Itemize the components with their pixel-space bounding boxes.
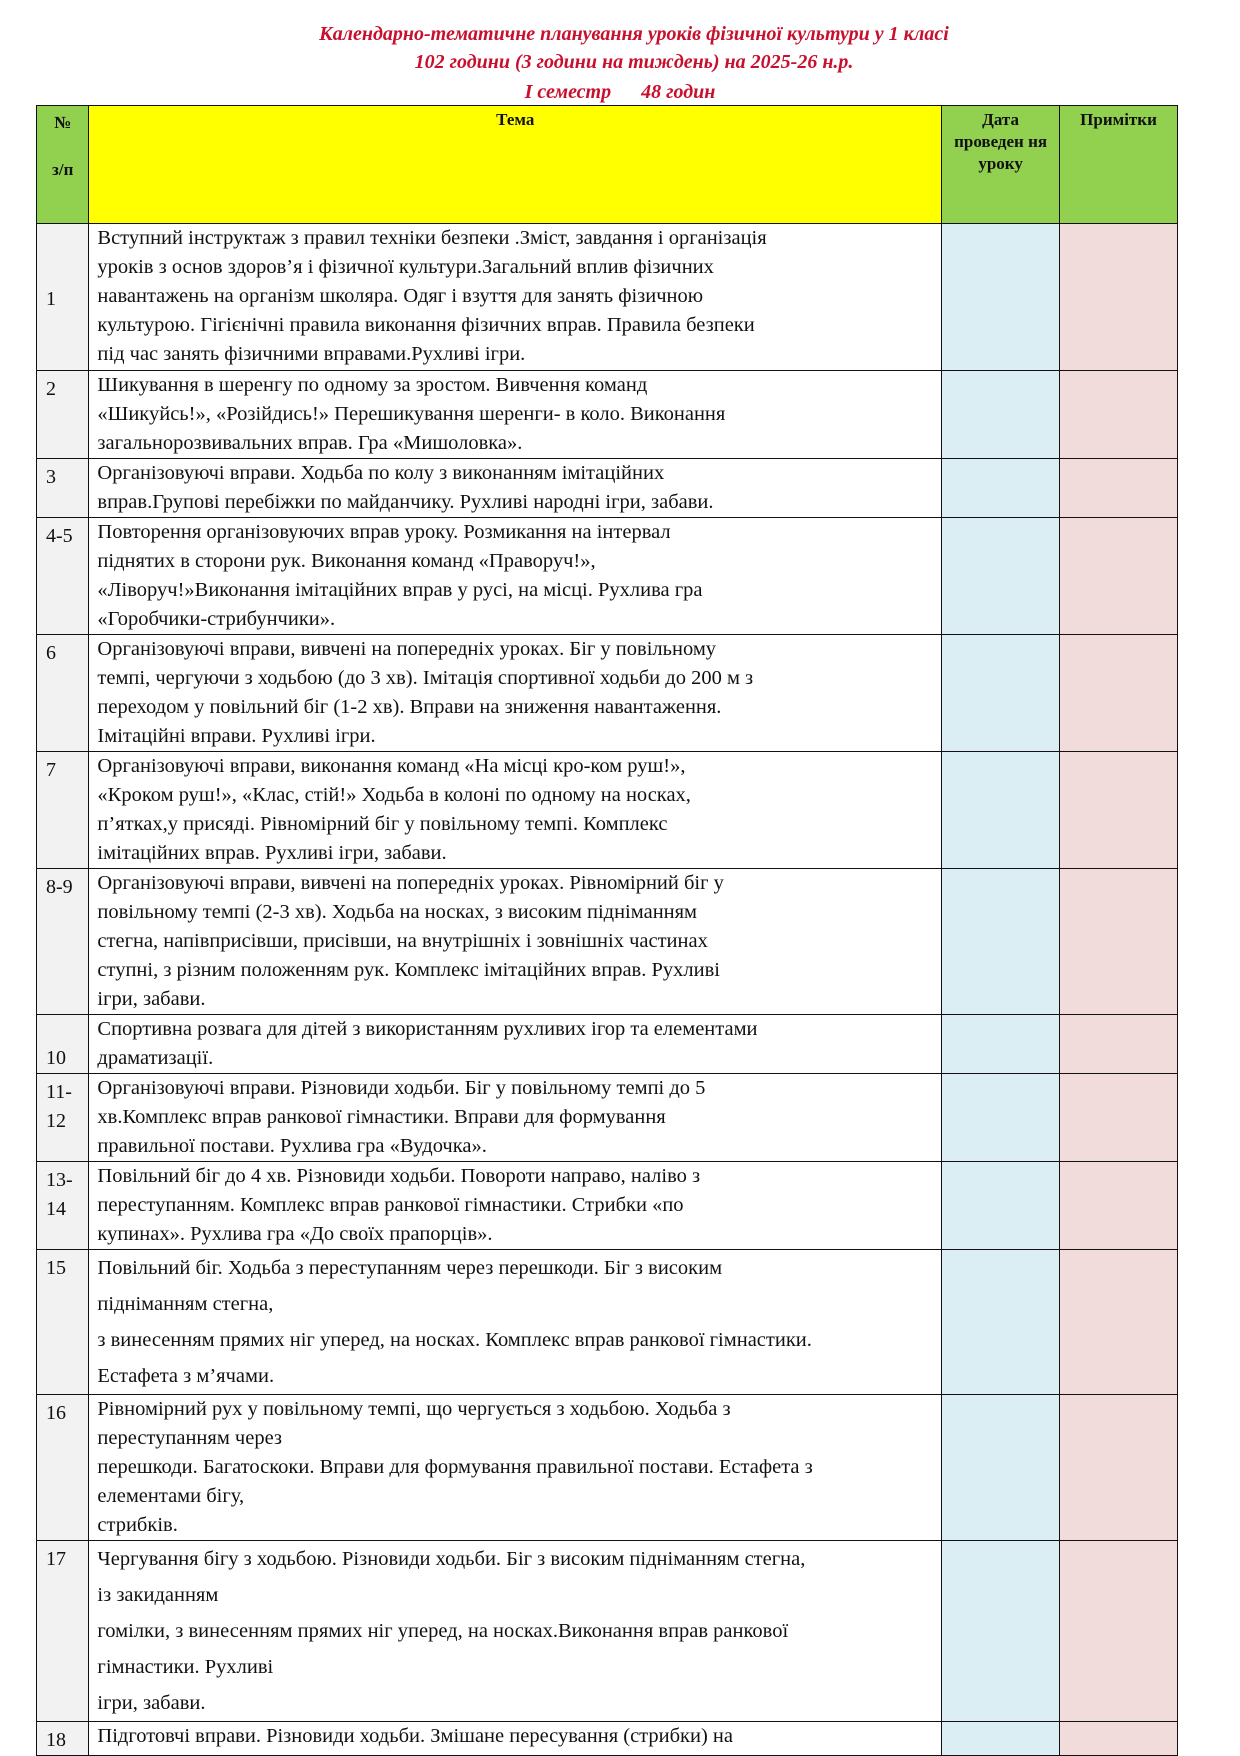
row-number: 17 xyxy=(37,1541,89,1722)
column-header-number xyxy=(37,106,89,224)
row-date-cell[interactable] xyxy=(942,1722,1060,1756)
topic-line: «Ліворуч!»Виконання імітаційних вправ у русі, на місці. Рухлива гра xyxy=(97,579,703,601)
semester-label: І семестр xyxy=(524,81,612,103)
column-header-number-line2: з/п xyxy=(52,160,74,179)
row-date-cell[interactable] xyxy=(942,1250,1060,1395)
topic-line: елементами бігу, xyxy=(97,1485,245,1507)
table-row xyxy=(37,635,1178,752)
row-topic xyxy=(89,224,942,371)
table-header-row xyxy=(37,106,1178,224)
table-row xyxy=(37,752,1178,869)
topic-line: переходом у повільний біг (1-2 хв). Вправи на зниження навантаження. xyxy=(97,696,722,718)
row-date-cell[interactable] xyxy=(942,1162,1060,1250)
row-number: 13-14 xyxy=(37,1162,89,1250)
table-row xyxy=(37,518,1178,635)
row-notes-cell[interactable] xyxy=(1060,371,1178,459)
topic-line: уроків з основ здоров’я і фізичної культури.Загальний вплив фізичних xyxy=(97,256,714,278)
topic-line: ігри, забави. xyxy=(97,988,206,1010)
topic-line: імітаційних вправ. Рухливі ігри, забави. xyxy=(97,842,447,864)
row-number: 18 xyxy=(37,1722,89,1756)
column-header-notes-label: Примітки xyxy=(1080,110,1157,129)
topic-line: Імітаційні вправи. Рухливі ігри. xyxy=(97,725,376,747)
topic-line: хв.Комплекс вправ ранкової гімнастики. Вправи для формування xyxy=(97,1106,666,1128)
row-notes-cell[interactable] xyxy=(1060,1250,1178,1395)
column-header-date xyxy=(942,106,1060,224)
topic-line: переступанням. Комплекс вправ ранкової гімнастики. Стрибки «по xyxy=(97,1194,684,1216)
semester-hours: 48 годин xyxy=(641,81,716,103)
row-notes-cell[interactable] xyxy=(1060,752,1178,869)
row-topic xyxy=(89,1162,942,1250)
row-number: 15 xyxy=(37,1250,89,1395)
row-topic xyxy=(89,459,942,518)
table-row xyxy=(37,371,1178,459)
row-topic xyxy=(89,752,942,869)
column-header-notes xyxy=(1060,106,1178,224)
row-date-cell[interactable] xyxy=(942,752,1060,869)
row-number: 16 xyxy=(37,1395,89,1541)
row-topic xyxy=(89,371,942,459)
table-row xyxy=(37,1015,1178,1074)
row-date-cell[interactable] xyxy=(942,1541,1060,1722)
document-title: Календарно-тематичне планування уроків фізичної культури у 1 класі xyxy=(319,23,949,45)
row-topic xyxy=(89,869,942,1015)
row-topic xyxy=(89,1722,942,1756)
topic-line: із закиданням xyxy=(97,1584,219,1606)
topic-line: піднятих в сторони рук. Виконання команд «Праворуч!», xyxy=(97,550,596,572)
topic-line: Шикування в шеренгу по одному за зростом. Вивчення команд xyxy=(97,374,648,396)
row-number: 6 xyxy=(37,635,89,752)
row-topic xyxy=(89,1015,942,1074)
row-date-cell[interactable] xyxy=(942,371,1060,459)
topic-line: ступні, з різним положенням рук. Комплекс імітаційних вправ. Рухливі xyxy=(97,959,720,981)
row-topic xyxy=(89,1541,942,1722)
table-row xyxy=(37,869,1178,1015)
row-topic xyxy=(89,1395,942,1541)
topic-line: Вступний інструктаж з правил техніки безпеки .Зміст, завдання і організація xyxy=(97,227,767,249)
topic-line: Організовуючі вправи, вивчені на попередніх уроках. Рівномірний біг у xyxy=(97,872,724,894)
topic-line: Спортивна розвага для дітей з використанням рухливих ігор та елементами xyxy=(97,1018,758,1040)
table-row xyxy=(37,1541,1178,1722)
row-notes-cell[interactable] xyxy=(1060,1541,1178,1722)
table-row xyxy=(37,1250,1178,1395)
row-notes-cell[interactable] xyxy=(1060,1015,1178,1074)
topic-line: темпі, чергуючи з ходьбою (до 3 хв). Імітація спортивної ходьби до 200 м з xyxy=(97,667,754,689)
topic-line: культурою. Гігієнічні правила виконання фізичних вправ. Правила безпеки xyxy=(97,314,755,336)
row-notes-cell[interactable] xyxy=(1060,224,1178,371)
topic-line: стрибків. xyxy=(97,1514,178,1536)
column-header-number-line1: № xyxy=(54,113,72,132)
topic-line: Організовуючі вправи. Ходьба по колу з виконанням імітаційних xyxy=(97,462,665,484)
topic-line: драматизації. xyxy=(97,1047,214,1069)
topic-line: «Кроком руш!», «Клас, стій!» Ходьба в колоні по одному на носках, xyxy=(97,784,691,806)
topic-line: п’ятках,у присяді. Рівномірний біг у повільному темпі. Комплекс xyxy=(97,813,668,835)
topic-line: вправ.Групові перебіжки по майданчику. Рухливі народні ігри, забави. xyxy=(97,491,714,513)
topic-line: Підготовчі вправи. Різновиди ходьби. Змішане пересування (стрибки) на xyxy=(97,1725,733,1747)
topic-line: підніманням стегна, xyxy=(97,1293,274,1315)
topic-line: «Шикуйсь!», «Розійдись!» Перешикування шеренги- в коло. Виконання xyxy=(97,403,726,425)
row-date-cell[interactable] xyxy=(942,518,1060,635)
row-notes-cell[interactable] xyxy=(1060,1074,1178,1162)
table-row xyxy=(37,224,1178,371)
lesson-plan-table xyxy=(36,105,1178,1756)
row-date-cell[interactable] xyxy=(942,459,1060,518)
row-topic xyxy=(89,518,942,635)
row-date-cell[interactable] xyxy=(942,1074,1060,1162)
topic-line: гомілки, з винесенням прямих ніг уперед, на носках.Виконання вправ ранкової xyxy=(97,1620,789,1642)
row-notes-cell[interactable] xyxy=(1060,635,1178,752)
topic-line: Рівномірний рух у повільному темпі, що чергується з ходьбою. Ходьба з xyxy=(97,1398,731,1420)
topic-line: «Горобчики-стрибунчики». xyxy=(97,608,336,630)
row-number: 2 xyxy=(37,371,89,459)
topic-line: Організовуючі вправи. Різновиди ходьби. Біг у повільному темпі до 5 xyxy=(97,1077,706,1099)
row-topic xyxy=(89,1074,942,1162)
row-number: 10 xyxy=(37,1015,89,1074)
topic-line: Чергування бігу з ходьбою. Різновиди ходьби. Біг з високим підніманням стегна, xyxy=(97,1548,806,1570)
topic-line: Повторення організовуючих вправ уроку. Розмикання на інтервал xyxy=(97,521,671,543)
row-number: 11-12 xyxy=(37,1074,89,1162)
row-notes-cell[interactable] xyxy=(1060,869,1178,1015)
topic-line: Естафета з м’ячами. xyxy=(97,1365,275,1387)
table-row xyxy=(37,1722,1178,1756)
row-date-cell[interactable] xyxy=(942,224,1060,371)
topic-line: переступанням через xyxy=(97,1427,283,1449)
topic-line: під час занять фізичними вправами.Рухливі ігри. xyxy=(97,343,526,365)
row-number: 7 xyxy=(37,752,89,869)
table-row xyxy=(37,1395,1178,1541)
topic-line: перешкоди. Багатоскоки. Вправи для формування правильної постави. Естафета з xyxy=(97,1456,813,1478)
topic-line: ігри, забави. xyxy=(97,1692,206,1714)
row-date-cell[interactable] xyxy=(942,1395,1060,1541)
topic-line: правильної постави. Рухлива гра «Вудочка». xyxy=(97,1135,487,1157)
topic-line: Організовуючі вправи, вивчені на попередніх уроках. Біг у повільному xyxy=(97,638,717,660)
table-row xyxy=(37,1162,1178,1250)
topic-line: Повільний біг до 4 хв. Різновиди ходьби. Повороти направо, наліво з xyxy=(97,1165,701,1187)
row-date-cell[interactable] xyxy=(942,869,1060,1015)
row-notes-cell[interactable] xyxy=(1060,1722,1178,1756)
topic-line: Повільний біг. Ходьба з переступанням через перешкоди. Біг з високим xyxy=(97,1257,723,1279)
topic-line: навантажень на організм школяра. Одяг і взуття для занять фізичною xyxy=(97,285,704,307)
row-number: 3 xyxy=(37,459,89,518)
document-subtitle: 102 години (3 години на тиждень) на 2025-26 н.р. xyxy=(414,51,854,73)
topic-line: гімнастики. Рухливі xyxy=(97,1656,274,1678)
column-header-topic-label: Тема xyxy=(496,110,535,129)
row-topic xyxy=(89,1250,942,1395)
row-notes-cell[interactable] xyxy=(1060,518,1178,635)
row-notes-cell[interactable] xyxy=(1060,1395,1178,1541)
row-topic xyxy=(89,635,942,752)
row-date-cell[interactable] xyxy=(942,635,1060,752)
row-notes-cell[interactable] xyxy=(1060,1162,1178,1250)
column-header-date-label: Дата проведен ня уроку xyxy=(954,110,1048,173)
row-date-cell[interactable] xyxy=(942,1015,1060,1074)
column-header-topic xyxy=(89,106,942,224)
row-notes-cell[interactable] xyxy=(1060,459,1178,518)
topic-line: загальнорозвивальних вправ. Гра «Мишоловка». xyxy=(97,432,523,454)
semester-line xyxy=(0,80,1240,104)
topic-line: з винесенням прямих ніг уперед, на носках. Комплекс вправ ранкової гімнастики. xyxy=(97,1329,812,1351)
table-row xyxy=(37,459,1178,518)
topic-line: купинах». Рухлива гра «До своїх прапорців». xyxy=(97,1223,493,1245)
row-number: 4-5 xyxy=(37,518,89,635)
topic-line: повільному темпі (2-3 хв). Ходьба на носках, з високим підніманням xyxy=(97,901,698,923)
topic-line: Організовуючі вправи, виконання команд «На місці кро-ком руш!», xyxy=(97,755,686,777)
row-number: 8-9 xyxy=(37,869,89,1015)
table-row xyxy=(37,1074,1178,1162)
topic-line: стегна, напівприсівши, присівши, на внутрішніх і зовнішніх частинах xyxy=(97,930,708,952)
row-number: 1 xyxy=(37,224,89,371)
